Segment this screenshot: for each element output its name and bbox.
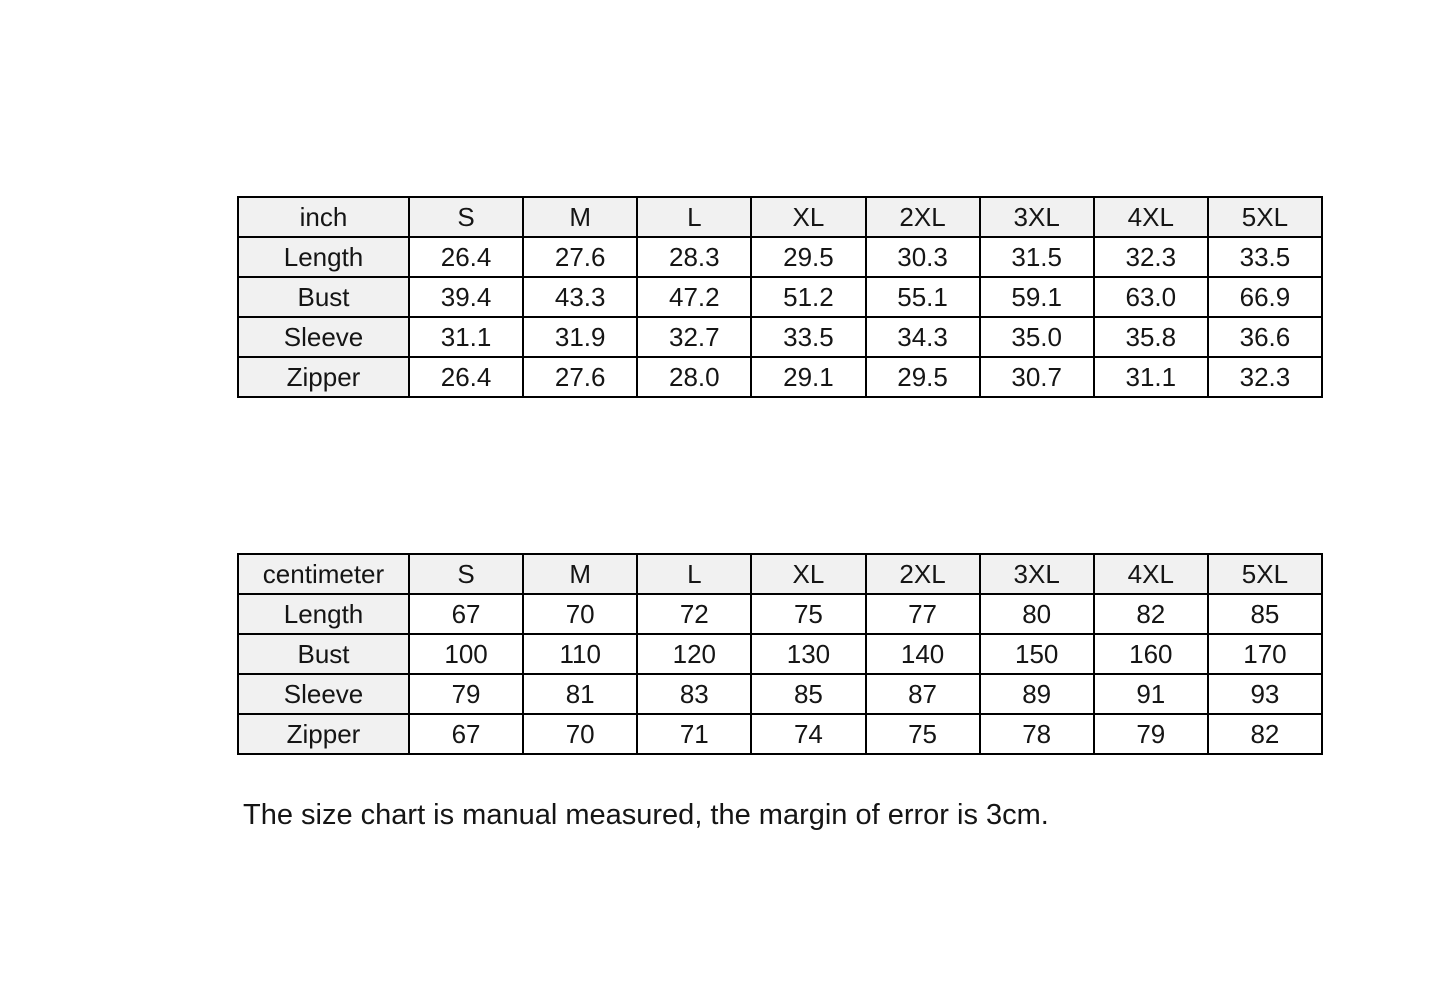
table-row-zipper xyxy=(238,357,1322,397)
value-cell: 29.5 xyxy=(866,357,980,397)
size-header-cell: 2XL xyxy=(866,554,980,594)
value-cell: 140 xyxy=(866,634,980,674)
table-row-length xyxy=(238,237,1322,277)
measurement-note: The size chart is manual measured, the margin of error is 3cm. xyxy=(243,799,1049,831)
value-cell: 72 xyxy=(637,594,751,634)
value-cell: 120 xyxy=(637,634,751,674)
value-cell: 27.6 xyxy=(523,237,637,277)
header-row xyxy=(238,197,1322,237)
value-cell: 34.3 xyxy=(866,317,980,357)
size-header-cell: XL xyxy=(751,197,865,237)
value-cell: 36.6 xyxy=(1208,317,1322,357)
value-cell: 55.1 xyxy=(866,277,980,317)
row-label-cell: Bust xyxy=(238,634,409,674)
value-cell: 66.9 xyxy=(1208,277,1322,317)
value-cell: 170 xyxy=(1208,634,1322,674)
value-cell: 29.1 xyxy=(751,357,865,397)
row-label-cell: Sleeve xyxy=(238,317,409,357)
value-cell: 87 xyxy=(866,674,980,714)
row-label-cell: Length xyxy=(238,237,409,277)
table-row-zipper xyxy=(238,714,1322,754)
value-cell: 81 xyxy=(523,674,637,714)
value-cell: 82 xyxy=(1094,594,1208,634)
value-cell: 32.3 xyxy=(1208,357,1322,397)
table-row-length xyxy=(238,594,1322,634)
value-cell: 33.5 xyxy=(751,317,865,357)
row-label-cell: Bust xyxy=(238,277,409,317)
size-header-cell: S xyxy=(409,197,523,237)
value-cell: 89 xyxy=(980,674,1094,714)
value-cell: 100 xyxy=(409,634,523,674)
size-header-cell: 3XL xyxy=(980,197,1094,237)
value-cell: 93 xyxy=(1208,674,1322,714)
value-cell: 26.4 xyxy=(409,237,523,277)
value-cell: 35.0 xyxy=(980,317,1094,357)
value-cell: 85 xyxy=(751,674,865,714)
value-cell: 30.3 xyxy=(866,237,980,277)
value-cell: 150 xyxy=(980,634,1094,674)
value-cell: 31.9 xyxy=(523,317,637,357)
size-header-cell: M xyxy=(523,554,637,594)
value-cell: 83 xyxy=(637,674,751,714)
value-cell: 75 xyxy=(751,594,865,634)
value-cell: 31.5 xyxy=(980,237,1094,277)
size-header-cell: 3XL xyxy=(980,554,1094,594)
value-cell: 79 xyxy=(409,674,523,714)
value-cell: 63.0 xyxy=(1094,277,1208,317)
value-cell: 78 xyxy=(980,714,1094,754)
row-label-cell: Zipper xyxy=(238,714,409,754)
size-header-cell: L xyxy=(637,554,751,594)
value-cell: 130 xyxy=(751,634,865,674)
value-cell: 67 xyxy=(409,714,523,754)
size-header-cell: 5XL xyxy=(1208,197,1322,237)
size-header-cell: L xyxy=(637,197,751,237)
row-label-cell: Sleeve xyxy=(238,674,409,714)
row-label-cell: Length xyxy=(238,594,409,634)
value-cell: 39.4 xyxy=(409,277,523,317)
value-cell: 67 xyxy=(409,594,523,634)
size-header-cell: 4XL xyxy=(1094,554,1208,594)
table-row-bust xyxy=(238,634,1322,674)
table-row-sleeve xyxy=(238,674,1322,714)
size-header-cell: 4XL xyxy=(1094,197,1208,237)
size-table-centimeter xyxy=(237,553,1323,755)
value-cell: 35.8 xyxy=(1094,317,1208,357)
value-cell: 91 xyxy=(1094,674,1208,714)
size-header-cell: 5XL xyxy=(1208,554,1322,594)
value-cell: 74 xyxy=(751,714,865,754)
unit-label-cell: centimeter xyxy=(238,554,409,594)
value-cell: 82 xyxy=(1208,714,1322,754)
table-row-sleeve xyxy=(238,317,1322,357)
value-cell: 31.1 xyxy=(409,317,523,357)
value-cell: 71 xyxy=(637,714,751,754)
size-header-cell: M xyxy=(523,197,637,237)
value-cell: 160 xyxy=(1094,634,1208,674)
value-cell: 70 xyxy=(523,594,637,634)
value-cell: 80 xyxy=(980,594,1094,634)
value-cell: 110 xyxy=(523,634,637,674)
row-label-cell: Zipper xyxy=(238,357,409,397)
size-header-cell: 2XL xyxy=(866,197,980,237)
value-cell: 26.4 xyxy=(409,357,523,397)
value-cell: 31.1 xyxy=(1094,357,1208,397)
value-cell: 79 xyxy=(1094,714,1208,754)
value-cell: 28.3 xyxy=(637,237,751,277)
size-header-cell: S xyxy=(409,554,523,594)
value-cell: 51.2 xyxy=(751,277,865,317)
value-cell: 30.7 xyxy=(980,357,1094,397)
size-header-cell: XL xyxy=(751,554,865,594)
header-row xyxy=(238,554,1322,594)
unit-label-cell: inch xyxy=(238,197,409,237)
value-cell: 47.2 xyxy=(637,277,751,317)
value-cell: 70 xyxy=(523,714,637,754)
value-cell: 29.5 xyxy=(751,237,865,277)
value-cell: 59.1 xyxy=(980,277,1094,317)
value-cell: 32.7 xyxy=(637,317,751,357)
value-cell: 32.3 xyxy=(1094,237,1208,277)
value-cell: 43.3 xyxy=(523,277,637,317)
value-cell: 33.5 xyxy=(1208,237,1322,277)
value-cell: 27.6 xyxy=(523,357,637,397)
value-cell: 28.0 xyxy=(637,357,751,397)
size-table-inch xyxy=(237,196,1323,398)
value-cell: 85 xyxy=(1208,594,1322,634)
value-cell: 75 xyxy=(866,714,980,754)
value-cell: 77 xyxy=(866,594,980,634)
table-row-bust xyxy=(238,277,1322,317)
